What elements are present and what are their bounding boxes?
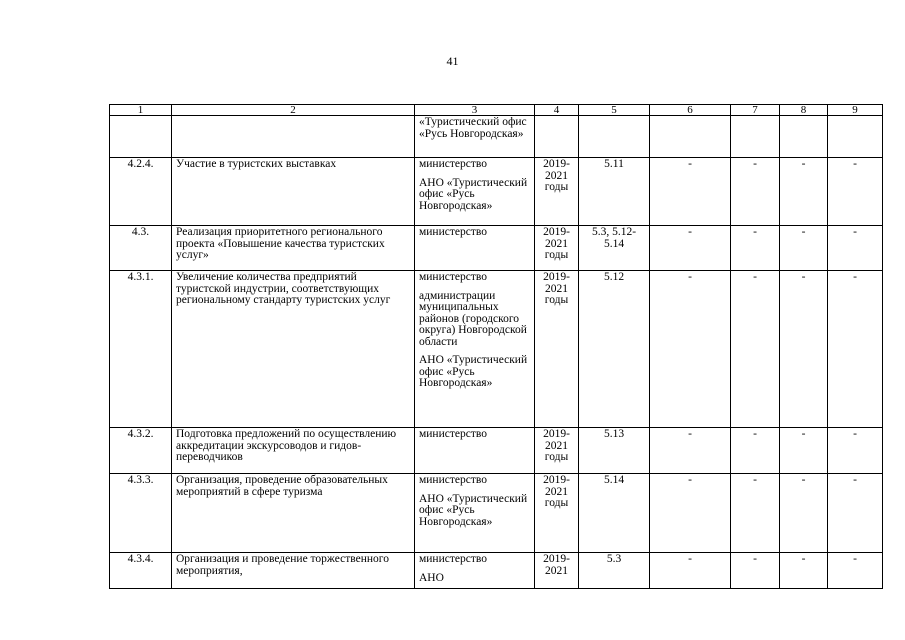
indicator-numbers: 5.3, 5.12-5.14 [579,226,650,271]
executor: АНО «Туристический офис «Русь Новгородская» [419,354,528,389]
volume-2019: - [731,553,780,589]
volume-2019: - [731,158,780,226]
executors-cell [415,474,535,553]
finance-source: - [650,271,731,428]
column-number: 6 [650,105,731,116]
table-row [110,226,883,271]
executors-cell [415,116,535,158]
measure-name: Организация, проведение образовательных мероприятий в сфере туризма [172,474,415,553]
indicator-numbers: 5.14 [579,474,650,553]
executor: министерство [419,553,487,565]
table-row [110,116,883,158]
term: 2019-2021 годы [535,428,579,474]
term: 2019-2021 [535,553,579,589]
measure-number: 4.2.4. [110,158,172,226]
column-number: 3 [415,105,535,116]
measure-number: 4.3.2. [110,428,172,474]
finance-source [650,116,731,158]
volume-2021 [828,116,883,158]
volume-2021: - [828,158,883,226]
column-number: 2 [172,105,415,116]
term: 2019-2021 годы [535,474,579,553]
executor: министерство [419,158,487,170]
column-number: 5 [579,105,650,116]
executor: министерство [419,474,487,486]
indicator-numbers: 5.12 [579,271,650,428]
table-row [110,474,883,553]
volume-2019: - [731,226,780,271]
volume-2019: - [731,428,780,474]
term: 2019-2021 годы [535,226,579,271]
column-number: 9 [828,105,883,116]
executor: АНО [419,571,444,584]
executor: «Туристический офис «Русь Новгородская» [419,116,527,140]
volume-2020: - [780,474,828,553]
column-number-row [110,105,883,116]
measure-name: Увеличение количества предприятий туристской индустрии, соответствующих региональному стандарту туристских услуг [172,271,415,428]
volume-2021: - [828,553,883,589]
executor: АНО «Туристический офис «Русь Новгородская» [419,492,528,528]
measure-name: Участие в туристских выставках [172,158,415,226]
executors-cell [415,226,535,271]
column-number: 1 [110,105,172,116]
volume-2020: - [780,271,828,428]
volume-2020: - [780,428,828,474]
volume-2020: - [780,158,828,226]
term: 2019-2021 годы [535,158,579,226]
indicator-numbers: 5.13 [579,428,650,474]
finance-source: - [650,158,731,226]
volume-2021: - [828,474,883,553]
executors-cell [415,428,535,474]
volume-2021: - [828,428,883,474]
executor: министерство [419,226,487,238]
column-number: 7 [731,105,780,116]
measure-number: 4.3. [110,226,172,271]
measure-name [172,116,415,158]
indicator-numbers: 5.3 [579,553,650,589]
finance-source: - [650,474,731,553]
volume-2021: - [828,271,883,428]
table-row [110,271,883,428]
executors-cell [415,271,535,428]
term: 2019-2021 годы [535,271,579,428]
executor: министерство [419,271,487,283]
measure-number: 4.3.1. [110,271,172,428]
measure-number: 4.3.3. [110,474,172,553]
finance-source: - [650,428,731,474]
measure-number [110,116,172,158]
page-number: 41 [446,54,459,68]
volume-2019: - [731,271,780,428]
table-row [110,158,883,226]
measure-number: 4.3.4. [110,553,172,589]
volume-2020: - [780,553,828,589]
executors-cell [415,553,535,589]
table-row [110,553,883,589]
volume-2020: - [780,226,828,271]
finance-source: - [650,553,731,589]
indicator-numbers: 5.11 [579,158,650,226]
executors-cell [415,158,535,226]
measure-name: Подготовка предложений по осуществлению аккредитации экскурсоводов и гидов-переводчиков [172,428,415,474]
volume-2019: - [731,474,780,553]
table-row [110,428,883,474]
executor: министерство [419,428,487,440]
column-number: 4 [535,105,579,116]
finance-source: - [650,226,731,271]
volume-2019 [731,116,780,158]
column-number: 8 [780,105,828,116]
measures-table [109,104,883,589]
measure-name: Организация и проведение торжественного мероприятия, [172,553,415,589]
executor: администрации муниципальных районов (городского округа) Новгородской области [419,289,527,348]
volume-2021: - [828,226,883,271]
volume-2020 [780,116,828,158]
indicator-numbers [579,116,650,158]
executor: АНО «Туристический офис «Русь Новгородская» [419,176,528,212]
term [535,116,579,158]
measure-name: Реализация приоритетного регионального проекта «Повышение качества туристских услуг» [172,226,415,271]
